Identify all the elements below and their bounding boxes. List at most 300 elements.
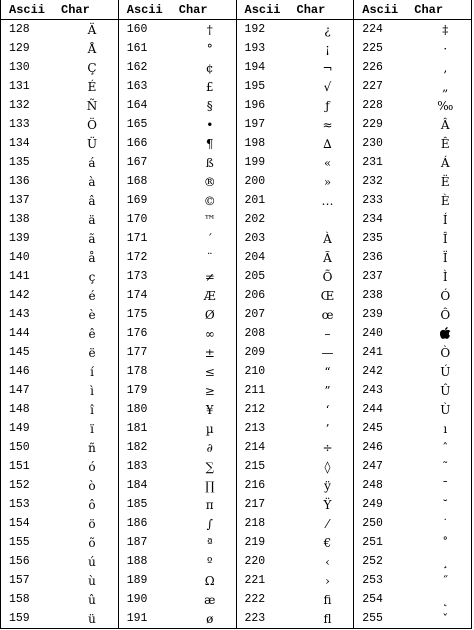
- char-glyph: ï: [90, 421, 94, 436]
- ascii-code: 161: [126, 41, 148, 55]
- char-glyph: å: [88, 250, 96, 265]
- char-glyph: ∫: [206, 516, 213, 531]
- char-glyph: ˛: [442, 592, 449, 607]
- char-glyph: ƒ: [325, 98, 330, 113]
- ascii-code: 224: [362, 22, 383, 36]
- table-row: [354, 476, 471, 495]
- table-row: [354, 305, 471, 324]
- ascii-code: 184: [126, 478, 148, 492]
- ascii-code: 150: [9, 440, 30, 454]
- ascii-code: 165: [126, 117, 148, 131]
- table-row: [354, 533, 471, 552]
- char-glyph: Ø: [204, 307, 215, 322]
- ascii-code: 147: [9, 383, 30, 397]
- char-glyph: ”: [324, 383, 331, 398]
- ascii-code: 169: [126, 193, 148, 207]
- table-row: [1, 267, 118, 286]
- ascii-code: 217: [244, 497, 266, 511]
- table-row: [237, 172, 354, 191]
- table-row: [237, 115, 354, 134]
- ascii-code: 247: [362, 459, 383, 473]
- ascii-code: 128: [9, 22, 30, 36]
- table-row: [1, 248, 118, 267]
- char-glyph: ™: [203, 212, 216, 227]
- ascii-code: 213: [244, 421, 266, 435]
- header-char: Char: [178, 2, 208, 17]
- char-glyph: Â: [440, 117, 450, 132]
- table-row: [354, 343, 471, 362]
- table-row: [1, 153, 118, 172]
- ascii-code: 137: [9, 193, 30, 207]
- char-glyph: ≤: [204, 364, 215, 379]
- ascii-code: 130: [9, 60, 30, 74]
- ascii-code: 199: [244, 155, 266, 169]
- table-row: [119, 400, 236, 419]
- table-row: [237, 305, 354, 324]
- char-glyph: à: [88, 174, 96, 189]
- char-glyph: ü: [88, 611, 96, 626]
- ascii-code: 223: [244, 611, 266, 625]
- table-row: [119, 58, 236, 77]
- ascii-code: 141: [9, 269, 30, 283]
- ascii-code: 144: [9, 326, 30, 340]
- table-row: [119, 229, 236, 248]
- char-glyph: ç: [88, 269, 96, 284]
- table-row: [237, 533, 354, 552]
- ascii-code: 160: [126, 22, 148, 36]
- ascii-code: 232: [362, 174, 383, 188]
- table-row: [237, 514, 354, 533]
- ascii-code: 210: [244, 364, 266, 378]
- ascii-code: 179: [126, 383, 148, 397]
- char-glyph: ª: [206, 535, 213, 550]
- ascii-code: 174: [126, 288, 148, 302]
- char-glyph: Ÿ: [323, 497, 332, 512]
- char-glyph: Œ: [320, 288, 335, 303]
- ascii-code: 131: [9, 79, 30, 93]
- char-glyph: À: [323, 231, 332, 246]
- char-glyph: ﬁ: [323, 592, 332, 607]
- ascii-code: 220: [244, 554, 266, 568]
- ascii-code: 197: [244, 117, 266, 131]
- ascii-code: 185: [126, 497, 148, 511]
- ascii-code: 177: [126, 345, 148, 359]
- char-glyph: î: [90, 402, 94, 417]
- table-row: [1, 343, 118, 362]
- table-row: [354, 419, 471, 438]
- table-row: [354, 514, 471, 533]
- table-row: [119, 210, 236, 229]
- char-glyph: …: [321, 193, 334, 208]
- table-row: [237, 552, 354, 571]
- table-row: [354, 590, 471, 609]
- char-glyph: Ô: [440, 307, 451, 322]
- table-row: [1, 134, 118, 153]
- ascii-code: 254: [362, 592, 383, 606]
- char-glyph: ñ: [88, 440, 96, 455]
- column-header: [119, 0, 236, 20]
- char-glyph: ±: [204, 345, 215, 360]
- table-row: [119, 267, 236, 286]
- char-glyph: ®: [203, 174, 216, 189]
- table-row: [119, 96, 236, 115]
- table-row: [119, 286, 236, 305]
- table-row: [237, 609, 354, 628]
- table-row: [354, 381, 471, 400]
- char-glyph: ≈: [322, 117, 333, 132]
- ascii-code: 215: [244, 459, 266, 473]
- table-row: [119, 39, 236, 58]
- char-glyph: «: [323, 155, 332, 170]
- table-row: [119, 590, 236, 609]
- ascii-code: 236: [362, 250, 383, 264]
- ascii-code: 156: [9, 554, 30, 568]
- table-row: [119, 248, 236, 267]
- ascii-code: 226: [362, 60, 383, 74]
- ascii-code: 178: [126, 364, 148, 378]
- ascii-code: 216: [244, 478, 266, 492]
- ascii-code: 233: [362, 193, 383, 207]
- char-glyph: ˝: [442, 573, 449, 588]
- ascii-code: 246: [362, 440, 383, 454]
- ascii-code: 248: [362, 478, 383, 492]
- ascii-code: 155: [9, 535, 30, 549]
- char-glyph: “: [324, 364, 331, 379]
- table-column: [353, 0, 471, 628]
- table-row: [237, 267, 354, 286]
- header-char: Char: [296, 2, 326, 17]
- char-glyph: —: [321, 345, 334, 360]
- char-glyph: ˇ: [442, 611, 449, 626]
- char-glyph: Ö: [87, 117, 97, 132]
- table-row: [237, 191, 354, 210]
- char-glyph: ∂: [206, 440, 213, 455]
- char-glyph: Ñ: [86, 98, 98, 113]
- char-glyph: Ú: [440, 364, 451, 379]
- table-row: [237, 134, 354, 153]
- table-row: [1, 609, 118, 628]
- table-row: [354, 153, 471, 172]
- table-row: [354, 571, 471, 590]
- table-row: [119, 362, 236, 381]
- ascii-code: 138: [9, 212, 30, 226]
- char-glyph: Ï: [442, 250, 448, 265]
- ascii-code: 231: [362, 155, 383, 169]
- char-glyph: §: [206, 98, 213, 113]
- char-glyph: »: [323, 174, 332, 189]
- table-row: [1, 115, 118, 134]
- ascii-code: 186: [126, 516, 148, 530]
- table-row: [354, 96, 471, 115]
- table-row: [237, 438, 354, 457]
- ascii-code: 139: [9, 231, 30, 245]
- table-row: [237, 77, 354, 96]
- header-ascii: Ascii: [244, 2, 281, 17]
- ascii-code: 253: [362, 573, 383, 587]
- table-row: [237, 248, 354, 267]
- char-glyph: ß: [205, 155, 214, 170]
- table-row: [354, 286, 471, 305]
- ascii-code: 142: [9, 288, 30, 302]
- ascii-code: 164: [126, 98, 148, 112]
- table-row: [119, 153, 236, 172]
- ascii-code: 244: [362, 402, 383, 416]
- char-glyph: ¨: [206, 250, 213, 265]
- table-row: [1, 514, 118, 533]
- ascii-code: 204: [244, 250, 266, 264]
- table-row: [119, 476, 236, 495]
- ascii-code: 209: [244, 345, 266, 359]
- ascii-code: 242: [362, 364, 383, 378]
- table-row: [237, 419, 354, 438]
- table-row: [354, 77, 471, 96]
- table-row: [354, 438, 471, 457]
- ascii-code: 251: [362, 535, 383, 549]
- char-glyph: Î: [442, 231, 448, 246]
- table-row: [237, 590, 354, 609]
- ascii-code: 187: [126, 535, 148, 549]
- char-glyph: „: [442, 79, 449, 94]
- table-row: [1, 229, 118, 248]
- ascii-code: 235: [362, 231, 383, 245]
- char-glyph: ô: [88, 497, 96, 512]
- char-glyph: û: [88, 592, 96, 607]
- table-row: [354, 267, 471, 286]
- table-row: [1, 457, 118, 476]
- char-glyph: õ: [88, 535, 96, 550]
- char-glyph: ö: [88, 516, 96, 531]
- table-row: [119, 552, 236, 571]
- char-glyph: ◊: [324, 459, 331, 474]
- table-row: [1, 39, 118, 58]
- ascii-code: 221: [244, 573, 266, 587]
- char-glyph: ·: [443, 41, 448, 56]
- ascii-code: 250: [362, 516, 383, 530]
- char-glyph: –: [324, 326, 331, 341]
- ascii-code: 234: [362, 212, 383, 226]
- ascii-code: 145: [9, 345, 30, 359]
- char-glyph: ¥: [205, 402, 214, 417]
- char-glyph: ∆: [323, 136, 332, 151]
- char-glyph: È: [440, 193, 450, 208]
- table-row: [237, 400, 354, 419]
- table-row: [237, 20, 354, 39]
- char-glyph: Ç: [87, 60, 97, 75]
- table-row: [354, 210, 471, 229]
- table-row: [354, 324, 471, 343]
- table-row: [1, 438, 118, 457]
- ascii-code: 158: [9, 592, 30, 606]
- ascii-code: 241: [362, 345, 383, 359]
- table-row: [119, 533, 236, 552]
- char-glyph: ì: [90, 383, 94, 398]
- ascii-code: 243: [362, 383, 383, 397]
- ascii-code: 249: [362, 497, 383, 511]
- table-row: [237, 362, 354, 381]
- table-column: [118, 0, 236, 628]
- table-row: [1, 362, 118, 381]
- ascii-code: 168: [126, 174, 148, 188]
- ascii-code: 166: [126, 136, 148, 150]
- table-row: [119, 419, 236, 438]
- ascii-code: 227: [362, 79, 383, 93]
- ascii-code: 196: [244, 98, 266, 112]
- table-column: [1, 0, 118, 628]
- table-row: [1, 172, 118, 191]
- ascii-code: 195: [244, 79, 266, 93]
- char-glyph: É: [87, 79, 97, 94]
- table-row: [354, 134, 471, 153]
- char-glyph: ˘: [442, 497, 449, 512]
- char-glyph: ≥: [204, 383, 215, 398]
- char-glyph: ﬂ: [323, 611, 332, 626]
- ascii-code: 237: [362, 269, 383, 283]
- ascii-code: 189: [126, 573, 148, 587]
- char-glyph: ‘: [325, 402, 330, 417]
- ascii-code: 173: [126, 269, 148, 283]
- char-glyph: ø: [206, 611, 214, 626]
- ascii-code: 191: [126, 611, 148, 625]
- char-glyph: Ω: [204, 573, 215, 588]
- char-glyph: ú: [88, 554, 96, 569]
- char-glyph: Ü: [86, 136, 98, 151]
- column-header: [237, 0, 354, 20]
- ascii-code: 167: [126, 155, 148, 169]
- column-header: [1, 0, 118, 20]
- char-glyph: ˜: [442, 459, 449, 474]
- table-row: [237, 286, 354, 305]
- ascii-code: 222: [244, 592, 266, 606]
- table-row: [119, 343, 236, 362]
- table-row: [119, 115, 236, 134]
- table-row: [354, 457, 471, 476]
- table-row: [119, 514, 236, 533]
- table-row: [1, 191, 118, 210]
- table-row: [119, 77, 236, 96]
- ascii-code: 181: [126, 421, 148, 435]
- header-ascii: Ascii: [126, 2, 163, 17]
- ascii-code: 198: [244, 136, 266, 150]
- table-row: [237, 476, 354, 495]
- char-glyph: è: [88, 307, 96, 322]
- char-glyph: â: [88, 193, 96, 208]
- ascii-code: 132: [9, 98, 30, 112]
- ascii-code: 183: [126, 459, 148, 473]
- char-glyph: Ã: [323, 250, 332, 265]
- char-glyph: €: [323, 535, 332, 550]
- ascii-code: 171: [126, 231, 148, 245]
- table-row: [1, 286, 118, 305]
- ascii-code: 188: [126, 554, 148, 568]
- table-row: [119, 191, 236, 210]
- table-row: [354, 20, 471, 39]
- header-ascii: Ascii: [362, 2, 399, 17]
- ascii-code: 190: [126, 592, 148, 606]
- ascii-code: 218: [244, 516, 266, 530]
- char-glyph: Á: [440, 155, 450, 170]
- char-glyph: √: [323, 79, 332, 94]
- table-row: [354, 552, 471, 571]
- ascii-code: 219: [244, 535, 266, 549]
- char-glyph: Í: [442, 212, 448, 227]
- table-row: [354, 248, 471, 267]
- char-glyph: Õ: [322, 269, 333, 284]
- ascii-code: 172: [126, 250, 148, 264]
- ascii-code: 211: [244, 383, 266, 397]
- char-glyph: π: [205, 497, 214, 512]
- char-glyph: ’: [325, 421, 330, 436]
- char-glyph: ˙: [442, 516, 449, 531]
- table-row: [1, 58, 118, 77]
- ascii-code: 228: [362, 98, 383, 112]
- ascii-code: 135: [9, 155, 30, 169]
- table-row: [1, 590, 118, 609]
- table-row: [1, 210, 118, 229]
- ascii-code: 193: [244, 41, 266, 55]
- table-row: [237, 39, 354, 58]
- char-glyph: ¯: [442, 478, 449, 493]
- table-row: [1, 495, 118, 514]
- char-glyph: æ: [204, 592, 216, 607]
- table-row: [354, 172, 471, 191]
- char-glyph: ¢: [205, 60, 214, 75]
- table-row: [237, 96, 354, 115]
- ascii-code: 238: [362, 288, 383, 302]
- table-row: [119, 20, 236, 39]
- char-glyph: †: [206, 22, 213, 37]
- ascii-code: 225: [362, 41, 383, 55]
- char-glyph: ¬: [322, 60, 333, 75]
- char-glyph: é: [88, 288, 96, 303]
- char-glyph: °: [206, 41, 213, 56]
- ascii-code: 229: [362, 117, 383, 131]
- ascii-code: 154: [9, 516, 30, 530]
- char-glyph: Ä: [87, 22, 97, 37]
- ascii-code: 176: [126, 326, 148, 340]
- ascii-code: 146: [9, 364, 30, 378]
- char-glyph: ò: [88, 478, 96, 493]
- table-row: [119, 324, 236, 343]
- ascii-code: 149: [9, 421, 30, 435]
- char-glyph: ‰: [437, 98, 454, 113]
- char-glyph: ›: [325, 573, 330, 588]
- char-glyph: ≠: [204, 269, 215, 284]
- table-row: [237, 324, 354, 343]
- table-row: [237, 457, 354, 476]
- table-row: [1, 324, 118, 343]
- char-glyph: á: [88, 155, 96, 170]
- char-glyph: µ: [205, 421, 214, 436]
- ascii-code: 170: [126, 212, 148, 226]
- ascii-code: 205: [244, 269, 266, 283]
- char-glyph: ˆ: [442, 440, 449, 455]
- table-row: [1, 533, 118, 552]
- table-row: [119, 134, 236, 153]
- table-row: [237, 210, 354, 229]
- ascii-code: 182: [126, 440, 148, 454]
- ascii-code: 175: [126, 307, 148, 321]
- table-row: [1, 571, 118, 590]
- table-row: [354, 229, 471, 248]
- table-row: [354, 58, 471, 77]
- ascii-code: 140: [9, 250, 30, 264]
- table-row: [237, 343, 354, 362]
- apple-logo-icon: [424, 327, 466, 341]
- table-row: [119, 172, 236, 191]
- char-glyph: Å: [87, 41, 97, 56]
- ascii-code: 206: [244, 288, 266, 302]
- table-row: [354, 495, 471, 514]
